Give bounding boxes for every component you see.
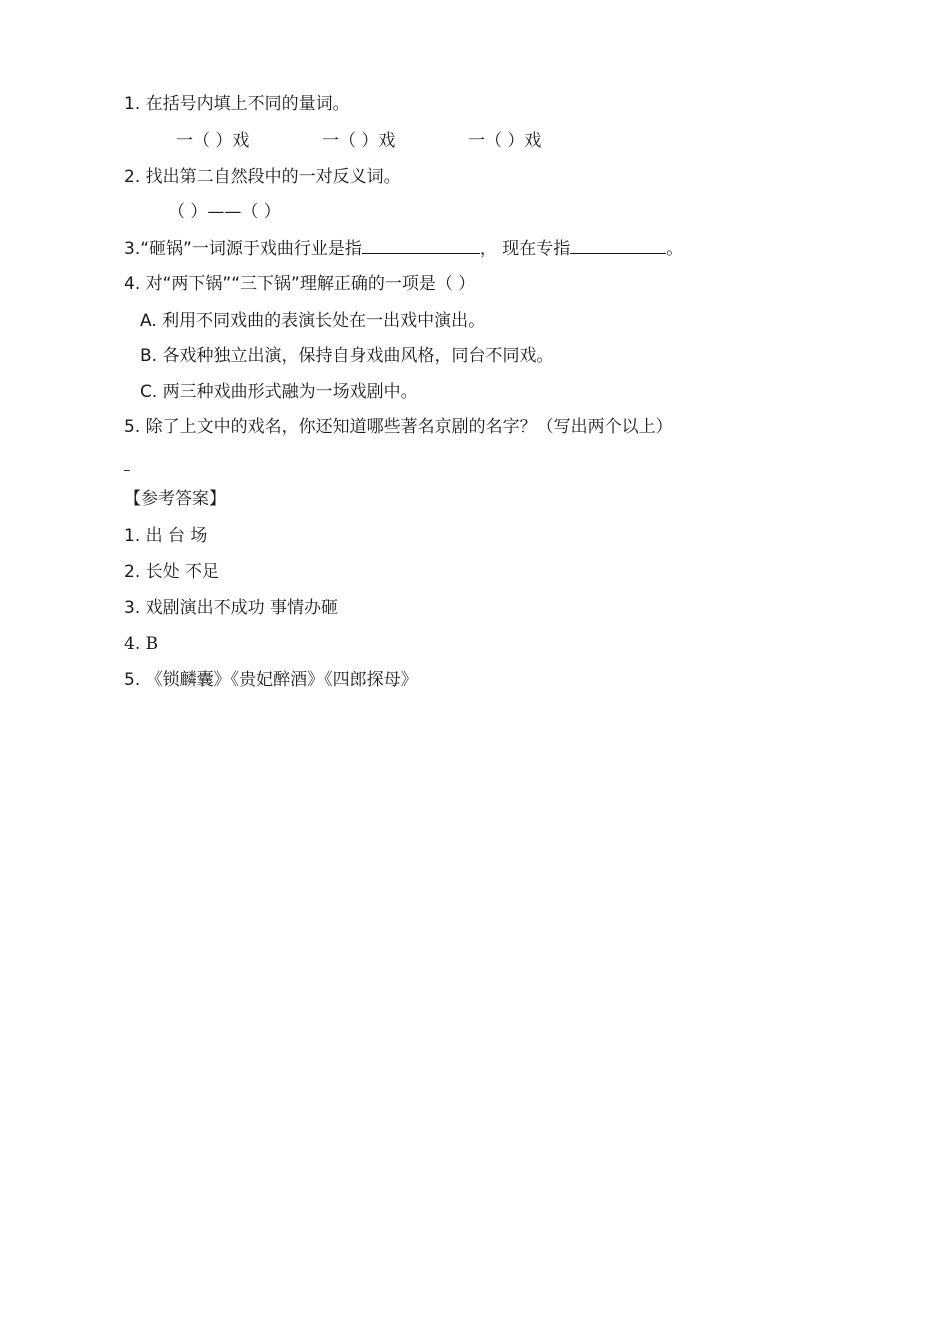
question-3-part-2: ， 现在专指 <box>479 239 571 259</box>
answer-4: 4. B <box>124 634 159 654</box>
answer-5: 5. 《锁麟囊》《贵妃醉酒》《四郎探母》 <box>124 670 418 690</box>
answers-heading: 【参考答案】 <box>124 489 226 509</box>
question-5: 5. 除了上文中的戏名，你还知道哪些著名京剧的名字？（写出两个以上） <box>124 417 673 437</box>
answer-3: 3. 戏剧演出不成功 事情办砸 <box>124 598 339 618</box>
question-4-option-a: A. 利用不同戏曲的表演长处在一出戏中演出。 <box>140 311 486 331</box>
question-1-blank-a: 一（ ）戏 <box>176 131 250 151</box>
question-3 <box>124 238 683 260</box>
question-4-option-c: C. 两三种戏曲形式融为一场戏剧中。 <box>140 382 418 402</box>
question-1-blank-b: 一（ ）戏 <box>322 131 396 151</box>
question-3-part-3: 。 <box>666 239 684 259</box>
answer-2: 2. 长处 不足 <box>124 562 220 582</box>
question-3-blank-2 <box>570 238 666 254</box>
question-4: 4. 对“两下锅”“三下锅”理解正确的一项是（ ） <box>124 274 476 294</box>
question-2-blank-row: （ ）——（ ） <box>168 202 281 222</box>
question-2: 2. 找出第二自然段中的一对反义词。 <box>124 167 401 187</box>
question-3-part-1: 3.“砸锅”一词源于戏曲行业是指 <box>124 239 362 259</box>
answer-1: 1. 出 台 场 <box>124 526 208 546</box>
question-4-option-b: B. 各戏种独立出演，保持自身戏曲风格，同台不同戏。 <box>140 346 554 366</box>
question-1: 1. 在括号内填上不同的量词。 <box>124 94 350 114</box>
question-1-blank-c: 一（ ）戏 <box>468 131 542 151</box>
divider-mark <box>124 470 130 471</box>
question-3-blank-1 <box>362 238 480 254</box>
